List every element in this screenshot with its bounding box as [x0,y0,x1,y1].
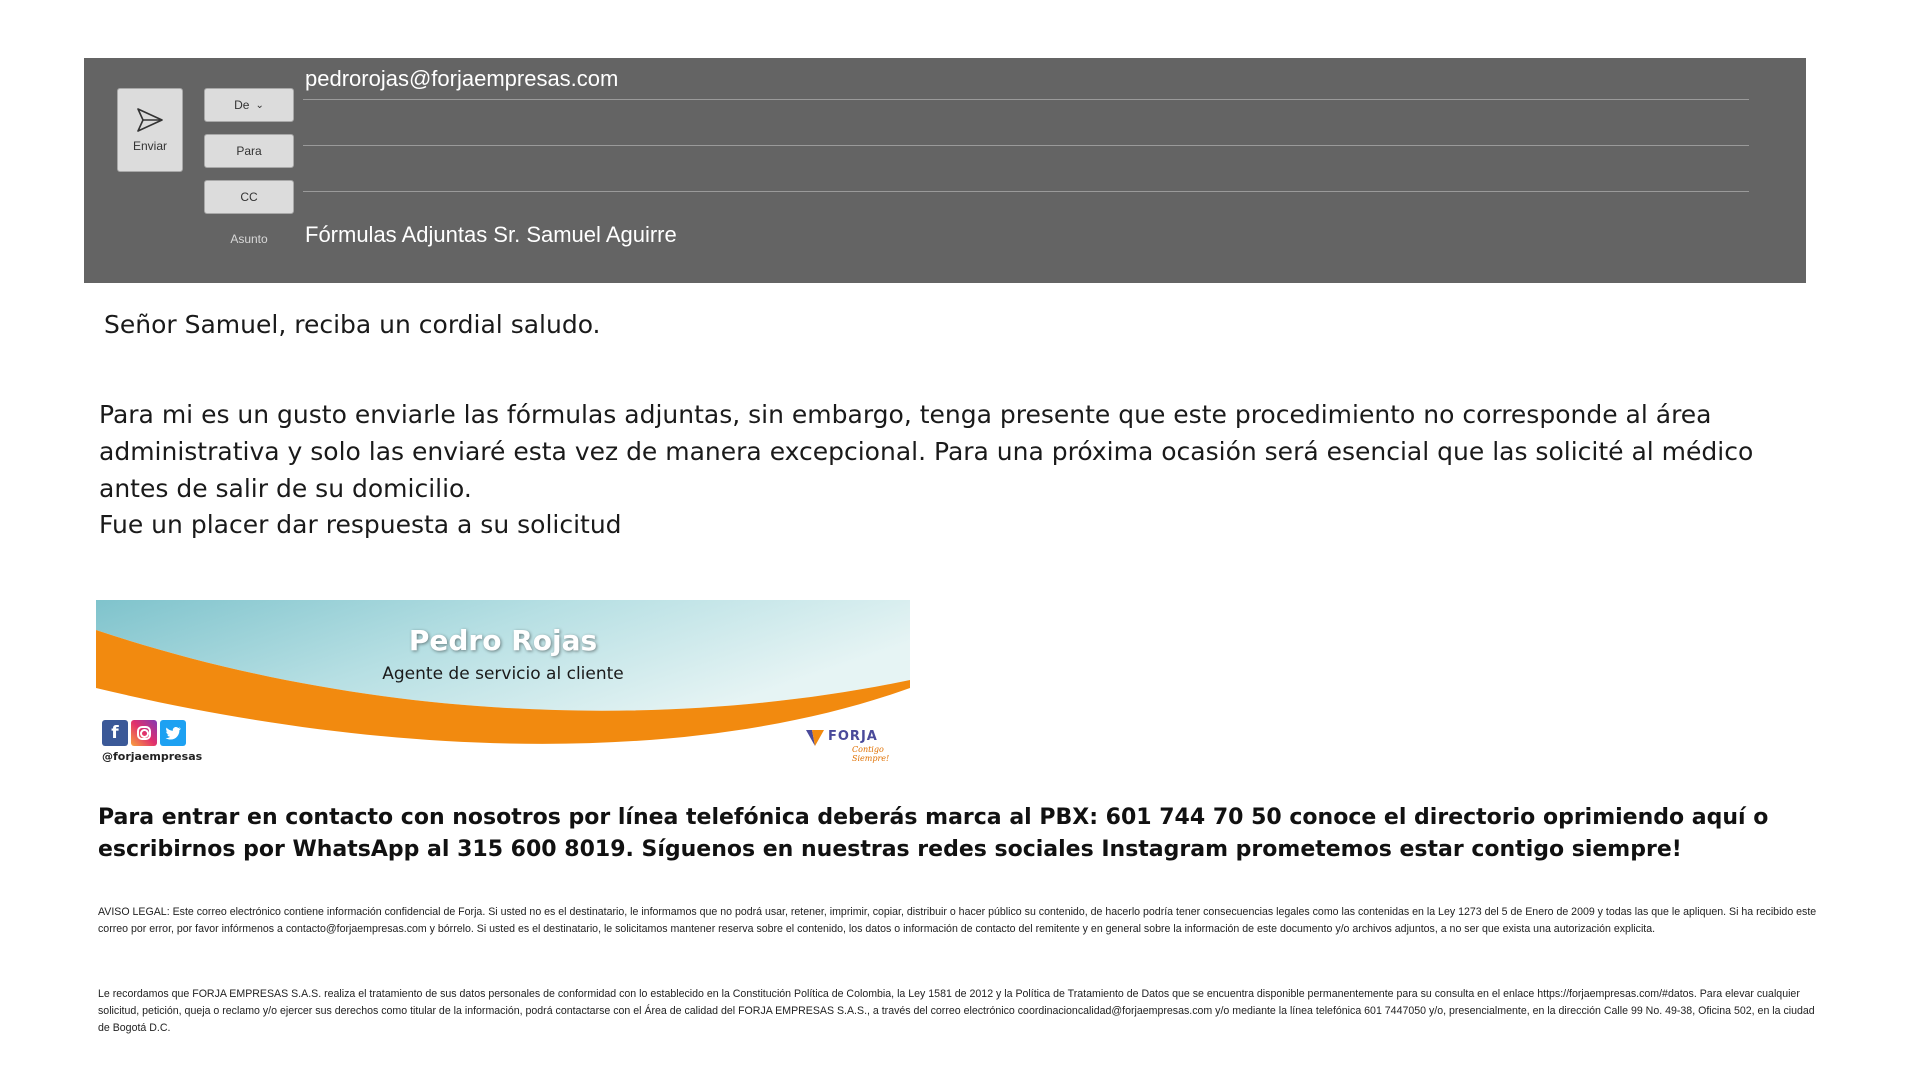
social-handle: @forjaempresas [102,750,203,763]
message-paragraph[interactable]: Para mi es un gusto enviarle las fórmulas adjuntas, sin embargo, tenga presente que este procedimiento no corresponde al área administrativa y solo las enviaré esta vez de manera excepcional. Para una próxima ocasión será esencial que las solicité al médico antes de salir de su domicilio. [99,400,1754,503]
subject-label: Asunto [230,232,268,246]
message-greeting[interactable]: Señor Samuel, reciba un cordial saludo. [104,310,601,339]
twitter-icon[interactable] [160,720,186,746]
contact-info: Para entrar en contacto con nosotros por línea telefónica deberás marca al PBX: 601 744 70 50 conoce el directorio oprimiendo aquí o escribirnos por WhatsApp al 315 600 8019. Síguenos en nuestras redes sociales Instagram prometemos estar contigo siempre! [98,805,1769,862]
to-field[interactable] [303,108,1749,146]
message-closing[interactable]: Fue un placer dar respuesta a su solicitud [99,510,622,539]
subject-field[interactable]: Fórmulas Adjuntas Sr. Samuel Aguirre [305,222,677,247]
signature-banner [96,600,910,767]
signature-name: Pedro Rojas [408,624,598,657]
send-icon [136,107,164,133]
chevron-down-icon: ⌄ [255,99,264,111]
instagram-icon[interactable] [131,720,157,746]
privacy-notice: Le recordamos que FORJA EMPRESAS S.A.S. realiza el tratamiento de sus datos personales de conformidad con lo establecido en la Constitución Política de Colombia, la Ley 1581 de 2012 y la Política de Tratamiento de Datos que se encuentra disponible permanentemente para su consulta en el enlace https://forjaempresas.com/#datos. Para elevar cualquier solicitud, petición, queja o reclamo y/o ejercer sus derechos como titular de la información, podrá contactarse con el Área de calidad del FORJA EMPRESAS S.A.S., a través del correo electrónico coordinacioncalidad@forjaempresas.com y/o mediante la línea telefónica 601 7447050 y/o, presencialmente, en la dirección Calle 99 No. 49-38, Oficina 502, en la ciudad de Bogotá D.C. [98,988,1815,1034]
from-button[interactable] [204,88,294,122]
signature-role: Agente de servicio al cliente [382,664,624,684]
cc-field[interactable] [303,154,1749,192]
facebook-icon[interactable]: f [102,720,128,746]
forja-logo-text: FORJA [828,729,878,744]
social-icons [102,720,186,746]
forja-logo-tagline: Contigo Siempre! [852,745,890,763]
send-label: Enviar [132,139,167,153]
forja-logo [804,727,894,761]
send-button[interactable] [117,88,183,172]
legal-notice: AVISO LEGAL: Este correo electrónico contiene información confidencial de Forja. Si usted no es el destinatario, le informamos que no podrá usar, retener, imprimir, copiar, distribuir o hacer público su contenido, de hacerlo podría tener consecuencias legales como las contenidas en la Ley 1273 del 5 de Enero de 2009 y todas las que le apliquen. Si ha recibido este correo por error, por favor infórmenos a contacto@forjaempresas.com y bórrelo. Si usted es el destinatario, le solicitamos mantener reserva sobre el contenido, los datos o información de contacto del remitente y en general sobre la información de este documento y/o archivos adjuntos, a no ser que exista una autorización explicita. [98,906,1817,935]
cc-button[interactable] [204,180,294,214]
forja-logo-mark [804,727,826,749]
to-button[interactable] [204,134,294,168]
from-field[interactable]: pedrorojas@forjaempresas.com [303,62,1749,100]
to-label: Para [236,144,262,158]
from-label: De [234,98,250,112]
cc-label: CC [240,190,258,204]
compose-header [84,58,1806,283]
